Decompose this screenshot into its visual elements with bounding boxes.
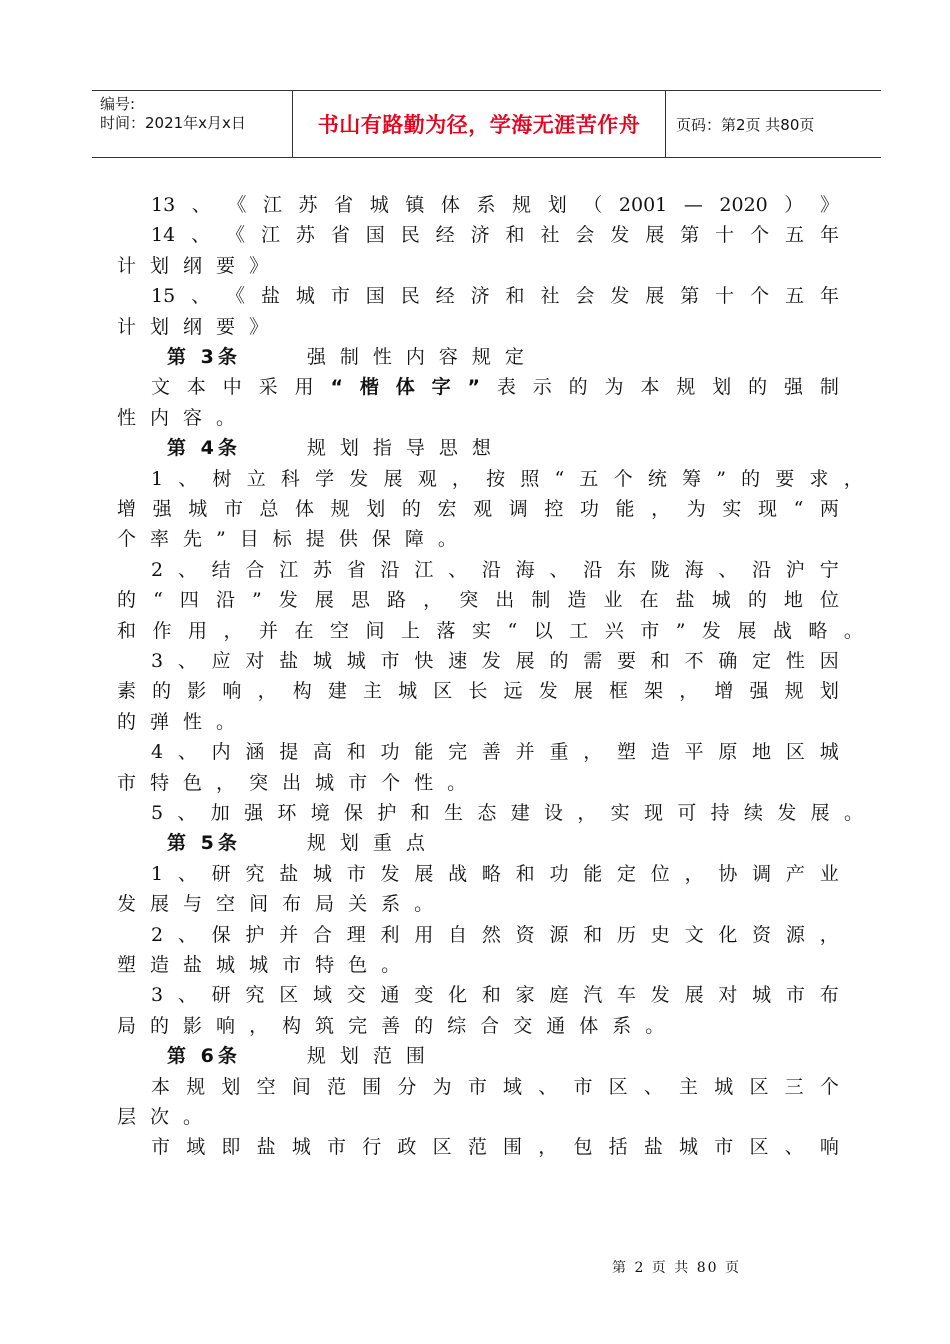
paragraph-line: 5 、 加 强 环 境 保 护 和 生 态 建 设 ， 实 现 可 持 续 发 展 。 [151, 802, 863, 824]
article-title: 规划范围 [306, 1045, 439, 1068]
article-heading [167, 828, 439, 858]
article-heading [167, 1041, 439, 1071]
header-page-number: 页码：第2页 共80页 [676, 115, 815, 134]
paragraph-line: 塑 造 盐 城 城 市 特 色 。 [117, 954, 401, 976]
paragraph-line: 和 作 用 ， 并 在 空 间 上 落 实 “ 以 工 兴 市 ” 发 展 战 略 。 [117, 619, 863, 642]
paragraph-line: 发 展 与 空 间 布 局 关 系 。 [117, 893, 434, 916]
header-meta-cell [92, 91, 293, 157]
paragraph-line: 3 、 研 究 区 域 交 通 变 化 和 家 庭 汽 车 发 展 对 城 市 布 [151, 984, 839, 1007]
paragraph-line: 2 、 保 护 并 合 理 利 用 自 然 资 源 和 历 史 文 化 资 源 ， [151, 923, 839, 946]
article-heading [167, 433, 505, 463]
paragraph-line: 增 强 城 市 总 体 规 划 的 宏 观 调 控 功 能 ， 为 实 现 “ 两 [117, 498, 839, 520]
article-number: 第 4条 [167, 437, 241, 460]
paragraph-line: 素 的 影 响 ， 构 建 主 城 区 长 远 发 展 框 架 ， 增 强 规 划 [117, 680, 839, 703]
page-footer: 第 2 页 共 80 页 [612, 1260, 741, 1276]
paragraph-line: 性 内 容 。 [117, 406, 236, 429]
paragraph-line: 个 率 先 ” 目 标 提 供 保 障 。 [117, 528, 457, 551]
paragraph-line: 市 特 色 ， 突 出 城 市 个 性 。 [117, 771, 467, 794]
paragraph-line: 市 域 即 盐 城 市 行 政 区 范 围 ， 包 括 盐 城 市 区 、 响 [151, 1136, 839, 1159]
paragraph-line: 1 、 树 立 科 学 发 展 观 ， 按 照 “ 五 个 统 筹 ” 的 要 求 ， [151, 467, 863, 490]
paragraph-line: 3 、 应 对 盐 城 城 市 快 速 发 展 的 需 要 和 不 确 定 性 因 [151, 650, 839, 672]
article-heading [167, 342, 538, 372]
paragraph-line: 本 规 划 空 间 范 围 分 为 市 域 、 市 区 、 主 城 区 三 个 [151, 1075, 839, 1098]
paragraph-line: 14 、 《 江 苏 省 国 民 经 济 和 社 会 发 展 第 十 个 五 年 [151, 224, 839, 247]
paragraph-line: 局 的 影 响 ， 构 筑 完 善 的 综 合 交 通 体 系 。 [117, 1014, 665, 1037]
paragraph-line: 的 “ 四 沿 ” 发 展 思 路 ， 突 出 制 造 业 在 盐 城 的 地 位 [117, 589, 839, 612]
paragraph-line: 计 划 纲 要 》 [117, 254, 269, 277]
paragraph-line: 计 划 纲 要 》 [117, 315, 269, 338]
paragraph-line: 13 、 《 江 苏 省 城 镇 体 系 规 划 （ 2001 — 2020 ） 》 [151, 194, 839, 216]
paragraph-line: 4 、 内 涵 提 高 和 功 能 完 善 并 重 ， 塑 造 平 原 地 区 城 [151, 741, 839, 764]
document-number-label: 编号: [100, 95, 136, 113]
paragraph-line: 15 、 《 盐 城 市 国 民 经 济 和 社 会 发 展 第 十 个 五 年 [151, 285, 839, 308]
document-header [92, 90, 881, 158]
article-title: 规划指导思想 [306, 437, 505, 460]
header-motto: 书山有路勤为径，学海无涯苦作舟 [293, 91, 666, 157]
paragraph-line: 的 弹 性 。 [117, 710, 236, 733]
paragraph-line: 2 、 结 合 江 苏 省 沿 江 、 沿 海 、 沿 东 陇 海 、 沿 沪 宁 [151, 558, 839, 581]
paragraph-line: 1 、 研 究 盐 城 市 发 展 战 略 和 功 能 定 位 ， 协 调 产 业 [151, 862, 839, 885]
article-number: 第 5条 [167, 832, 241, 855]
article-title: 规划重点 [306, 832, 439, 855]
article-number: 第 3条 [167, 346, 241, 368]
paragraph-line: 文 本 中 采 用 “ 楷 体 字 ” 表 示 的 为 本 规 划 的 强 制 [151, 376, 839, 399]
article-title: 强制性内容规定 [306, 346, 538, 368]
document-time-label: 时间：2021年x月x日 [100, 114, 246, 132]
paragraph-line: 层 次 。 [117, 1106, 203, 1128]
article-number: 第 6条 [167, 1045, 241, 1068]
